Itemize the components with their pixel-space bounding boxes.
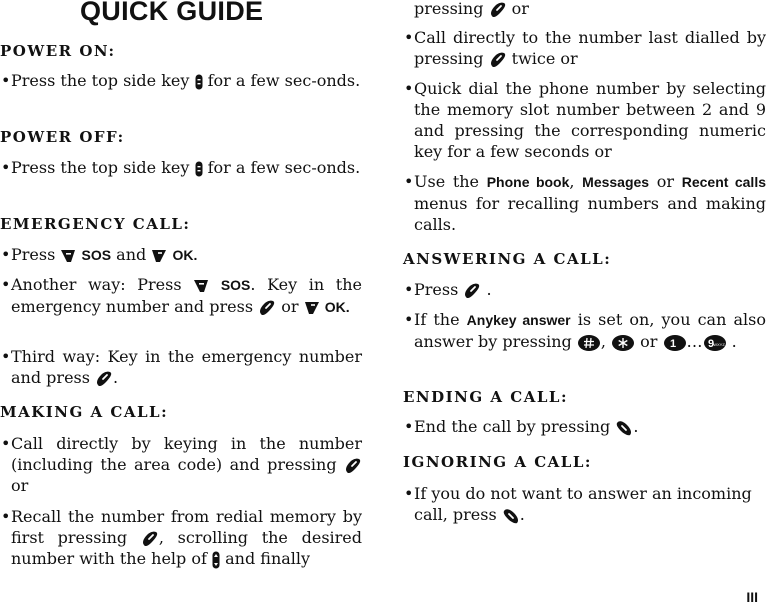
left-soft-key-icon xyxy=(193,279,209,293)
continued-text: pressing or xyxy=(414,0,529,18)
svg-text:WXYZ: WXYZ xyxy=(712,341,725,347)
answering-heading: ANSWERING A CALL: xyxy=(403,250,612,268)
phone-book-menu-label: Phone book xyxy=(486,174,570,190)
scroll-key-icon xyxy=(212,551,220,569)
page-number: III xyxy=(746,589,758,605)
right-bullet-1: • Call directly to the number last dialled by pressing twice or xyxy=(404,28,766,68)
power-off-bullet: • Press the top side key for a few sec-onds. xyxy=(1,158,361,177)
ignoring-bullet: • If you do not want to answer an incoming call, press . xyxy=(404,484,752,524)
making-bullet-1: • Call directly by keying in the number (including the area code) and pressing or xyxy=(1,434,362,495)
messages-menu-label: Messages xyxy=(582,174,650,190)
ending-heading: ENDING A CALL: xyxy=(403,388,568,406)
right-bullet-2: • Quick dial the phone number by selecting the memory slot number between 2 and 9 and pressing the corresponding numeric key for a few seconds or xyxy=(404,79,766,161)
emergency-bullet-1: • Press SOS and OK. xyxy=(1,245,198,264)
star-key-icon xyxy=(611,334,635,352)
send-key-icon xyxy=(344,457,362,475)
power-off-heading: POWER OFF: xyxy=(0,128,125,146)
anykey-answer-label: Anykey answer xyxy=(466,312,571,328)
side-key-icon xyxy=(195,161,203,177)
end-key-icon xyxy=(502,507,520,525)
hash-key-icon xyxy=(577,334,601,352)
end-key-icon xyxy=(615,419,633,437)
left-soft-key-icon xyxy=(60,249,76,263)
answering-bullet-1: • Press . xyxy=(404,280,492,299)
right-bullet-3: • Use the Phone book, Messages or Recent calls menus for recalling numbers and making calls. xyxy=(404,172,766,234)
emergency-bullet-2: • Another way: Press SOS. Key in the emergency number and press or OK. xyxy=(1,275,362,316)
power-on-bullet: • Press the top side key for a few sec-onds. xyxy=(1,71,361,90)
right-soft-key-icon xyxy=(151,249,167,263)
answering-bullet-2: • If the Anykey answer is set on, you can also answer by pressing , or 1 … 9 WXYZ . xyxy=(404,310,766,351)
power-on-heading: POWER ON: xyxy=(0,42,116,60)
ending-bullet: • End the call by pressing . xyxy=(404,417,639,436)
send-key-icon xyxy=(463,282,481,300)
emergency-bullet-3: • Third way: Key in the emergency number and press . xyxy=(1,347,362,387)
send-key-icon xyxy=(95,370,113,388)
making-bullet-2: • Recall the number from redial memory by first pressing , scrolling the desired number with the help of and finally xyxy=(1,507,363,568)
send-key-icon xyxy=(141,530,159,548)
send-key-icon xyxy=(258,299,276,317)
emergency-heading: EMERGENCY CALL: xyxy=(0,215,191,233)
right-soft-key-icon xyxy=(304,301,320,315)
key-1-icon xyxy=(663,334,687,352)
svg-text:1: 1 xyxy=(669,337,676,350)
making-heading: MAKING A CALL: xyxy=(0,403,169,421)
key-9-icon xyxy=(703,334,727,352)
svg-text:9: 9 xyxy=(707,337,714,350)
send-key-icon xyxy=(489,1,507,19)
send-key-icon xyxy=(489,51,507,69)
recent-calls-menu-label: Recent calls xyxy=(681,174,766,190)
page-title: QUICK GUIDE xyxy=(80,0,264,26)
side-key-icon xyxy=(195,74,203,90)
ignoring-heading: IGNORING A CALL: xyxy=(403,453,592,471)
